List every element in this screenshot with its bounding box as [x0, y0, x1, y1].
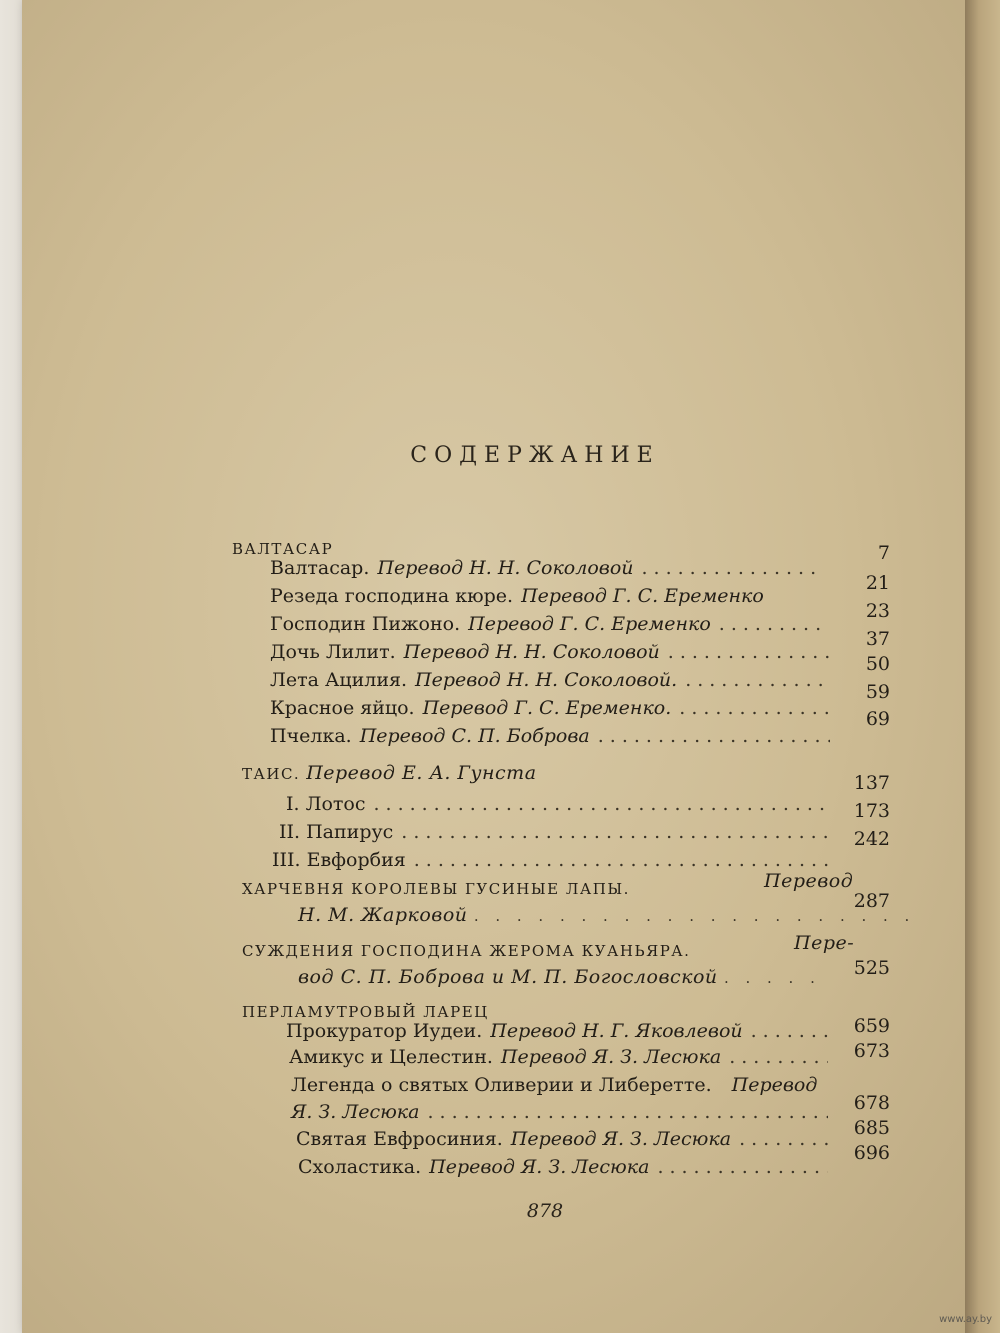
- entry-translator: Перевод Н. Н. Соколовой: [377, 557, 634, 579]
- toc-entry: [270, 557, 830, 583]
- entry-title: Пчелка.: [270, 725, 352, 747]
- section-translator-start: [788, 932, 854, 954]
- entry-page: 50: [865, 653, 890, 675]
- entry-page: 59: [865, 681, 890, 703]
- page-number: 878: [526, 1200, 564, 1222]
- entry-translator: Перевод Я. З. Лесюка: [429, 1156, 650, 1178]
- toc-entry: [270, 697, 838, 723]
- section-heading-kuanyar: [242, 942, 690, 960]
- leader-dots: [729, 1046, 828, 1068]
- entry-page: 673: [853, 1040, 890, 1062]
- leader-dots: . . . . .: [723, 969, 821, 987]
- entry-title: Валтасар.: [270, 557, 370, 579]
- entry-translator: Перевод Я. З. Лесюка: [510, 1128, 732, 1150]
- leader-dots: [427, 1101, 828, 1123]
- section-translator-start: [758, 870, 853, 892]
- section-heading-valtasar: ВАЛТАСАР: [232, 540, 334, 558]
- entry-title: Святая Евфросиния.: [296, 1128, 503, 1150]
- toc-entry: [270, 641, 838, 667]
- leader-dots: [414, 849, 828, 871]
- leader-dots: [598, 725, 830, 747]
- entry-translator: Перевод Г. С. Еременко: [521, 585, 764, 607]
- entry-page: 525: [853, 957, 890, 979]
- entry-title: III. Евфорбия: [272, 849, 406, 871]
- entry-translator: Перевод: [731, 1074, 818, 1096]
- toc-entry: [291, 1074, 836, 1100]
- entry-translator: Перевод Н. Н. Соколовой.: [415, 669, 678, 691]
- entry-translator: Перевод Н. Г. Яковлевой: [490, 1020, 743, 1042]
- entry-page: 696: [853, 1142, 890, 1164]
- entry-page: 287: [853, 890, 890, 912]
- section-title: СУЖДЕНИЯ ГОСПОДИНА ЖЕРОМА КУАНЬЯРА.: [242, 942, 691, 960]
- entry-title: Красное яйцо.: [270, 697, 415, 719]
- leader-dots: [739, 1128, 828, 1150]
- toc-entry: [270, 613, 830, 639]
- section-title: ТАИС.: [242, 765, 301, 783]
- section-translator: Перевод: [764, 870, 854, 892]
- toc-entry: [279, 821, 836, 847]
- entry-page: 173: [853, 800, 890, 822]
- toc-entry: [272, 849, 836, 875]
- entry-translator: Перевод С. П. Боброва: [359, 725, 590, 747]
- toc-entry: [270, 725, 838, 751]
- entry-title: Господин Пижоно.: [270, 613, 461, 635]
- entry-page: 242: [853, 828, 890, 850]
- section-translator: вод С. П. Боброва и М. П. Богословской: [298, 966, 718, 988]
- leader-dots: [657, 1156, 828, 1178]
- entry-page: 678: [853, 1092, 890, 1114]
- entry-translator: Перевод Н. Н. Соколовой: [403, 641, 660, 663]
- entry-translator: Перевод Г. С. Еременко.: [422, 697, 672, 719]
- section-translator-continued: [298, 904, 915, 926]
- toc-entry: [289, 1046, 836, 1072]
- entry-title: Схоластика.: [298, 1156, 422, 1178]
- entry-page: 69: [865, 708, 890, 730]
- leader-dots: [719, 613, 822, 635]
- leader-dots: [401, 821, 828, 843]
- leader-dots: . . . . . . . . . . . . . . . . . . . . .: [473, 907, 916, 925]
- entry-translator: Я. З. Лесюка: [291, 1101, 420, 1123]
- entry-title: Амикус и Целестин.: [289, 1046, 493, 1068]
- entry-translator: Перевод Я. З. Лесюка: [500, 1046, 722, 1068]
- toc-entry: [270, 669, 838, 695]
- leader-dots: [642, 557, 822, 579]
- section-translator: Пере-: [794, 932, 855, 954]
- section-heading-perlamutrovy-larets: ПЕРЛАМУТРОВЫЙ ЛАРЕЦ: [242, 1003, 489, 1021]
- entry-page: 659: [853, 1015, 890, 1037]
- toc-entry: [286, 1020, 836, 1046]
- leader-dots: [373, 793, 828, 815]
- toc-entry: [286, 793, 836, 819]
- entry-title: I. Лотос: [286, 793, 366, 815]
- section-heading-tais: [242, 762, 537, 784]
- entry-title: II. Папирус: [279, 821, 394, 843]
- leader-dots: [751, 1020, 828, 1042]
- section-title: ХАРЧЕВНЯ КОРОЛЕВЫ ГУСИНЫЕ ЛАПЫ.: [242, 880, 630, 898]
- section-heading-harchevnya: [242, 880, 630, 898]
- entry-page: 685: [853, 1117, 890, 1139]
- entry-title: Дочь Лилит.: [270, 641, 396, 663]
- leader-dots: [679, 697, 830, 719]
- toc-entry: [270, 585, 830, 611]
- leader-dots: [685, 669, 830, 691]
- section-translator: Перевод Е. А. Гунста: [306, 762, 537, 784]
- entry-title: Легенда о святых Оливерии и Либеретте.: [291, 1074, 712, 1096]
- watermark: www.ay.by: [939, 1314, 992, 1325]
- toc-entry: [298, 1156, 836, 1182]
- entry-title: Лета Ацилия.: [270, 669, 408, 691]
- entry-title: Прокуратор Иудеи.: [286, 1020, 483, 1042]
- entry-page: 7: [877, 542, 890, 564]
- entry-translator: Перевод Г. С. Еременко: [468, 613, 711, 635]
- entry-title: Резеда господина кюре.: [270, 585, 514, 607]
- page-title: СОДЕРЖАНИЕ: [410, 443, 660, 468]
- section-translator: Н. М. Жарковой: [298, 904, 468, 926]
- section-translator-continued: [298, 966, 821, 988]
- entry-page: 37: [865, 628, 890, 650]
- entry-page: 21: [865, 572, 890, 594]
- entry-page: 137: [853, 772, 890, 794]
- toc-entry-continued: [291, 1101, 836, 1127]
- leader-dots: [668, 641, 830, 663]
- toc-entry: [296, 1128, 836, 1154]
- entry-page: 23: [865, 600, 890, 622]
